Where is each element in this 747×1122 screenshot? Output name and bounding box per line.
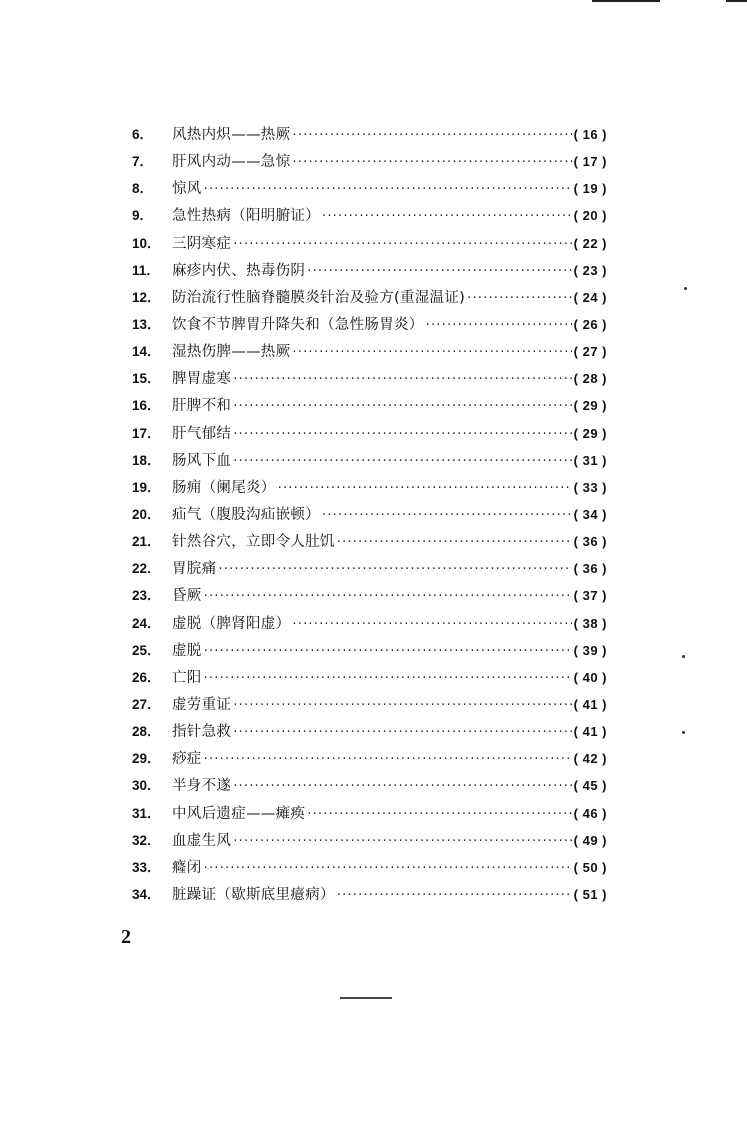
dot-leader (218, 556, 571, 582)
toc-entry (132, 392, 607, 419)
toc-entry (132, 854, 607, 881)
entry-title: 惊风 (172, 181, 202, 198)
page-number: 2 (121, 926, 131, 948)
toc-entry (132, 772, 607, 799)
toc-entry (132, 881, 607, 908)
toc-entry (132, 691, 607, 718)
dot-leader (233, 719, 571, 745)
entry-title: 饮食不节脾胃升降失和（急性肠胃炎） (172, 316, 424, 333)
dot-leader (292, 339, 571, 365)
entry-title: 痧症 (172, 751, 202, 768)
entry-page-ref: ( 42 ) (573, 751, 607, 767)
entry-number: 25． (132, 642, 161, 658)
entry-title: 指针急救 (172, 724, 232, 741)
entry-number: 29． (132, 751, 161, 767)
entry-title: 急性热病（阳明腑证） (172, 208, 320, 225)
toc-entry (132, 664, 607, 691)
entry-page-ref: ( 16 ) (573, 127, 607, 142)
entry-number: 15． (132, 371, 161, 387)
toc-entry (132, 175, 607, 202)
entry-number: 33． (132, 859, 161, 875)
entry-number: 24． (132, 615, 161, 631)
entry-page-ref: ( 41 ) (573, 724, 607, 740)
dot-leader (307, 801, 571, 827)
table-of-contents (132, 121, 607, 908)
dot-leader (204, 746, 572, 772)
entry-title: 虚脱 (172, 642, 202, 659)
entry-page-ref: ( 46 ) (573, 805, 607, 821)
toc-entry (132, 230, 607, 257)
dot-leader (233, 448, 571, 474)
toc-entry (132, 311, 607, 338)
toc-entry (132, 338, 607, 365)
entry-title: 血虚生风 (172, 832, 232, 849)
entry-title: 疝气（腹股沟疝嵌顿） (172, 506, 320, 523)
entry-page-ref: ( 41 ) (573, 696, 607, 712)
entry-number: 21． (132, 534, 161, 550)
entry-title: 针然谷穴，立即令人肚饥 (172, 534, 335, 551)
entry-title: 肝脾不和 (172, 398, 232, 415)
entry-title: 昏厥 (172, 588, 202, 605)
entry-number: 30． (132, 778, 161, 794)
entry-page-ref: ( 29 ) (573, 398, 607, 414)
entry-page-ref: ( 29 ) (573, 425, 607, 441)
print-smudge (340, 997, 392, 999)
entry-page-ref: ( 24 ) (573, 289, 607, 305)
dot-leader (233, 393, 571, 419)
entry-number: 32． (132, 832, 161, 848)
top-edge-mark (592, 0, 660, 2)
entry-number: 22． (132, 561, 161, 577)
toc-entry (132, 827, 607, 854)
entry-title: 湿热伤脾——热厥 (172, 344, 291, 361)
dot-leader (233, 231, 571, 257)
dot-leader (426, 312, 572, 338)
entry-page-ref: ( 26 ) (573, 316, 607, 332)
entry-number: 19． (132, 479, 161, 495)
entry-number: 16． (132, 398, 161, 414)
dot-leader (322, 502, 572, 528)
entry-page-ref: ( 31 ) (573, 452, 607, 468)
entry-title: 肝气郁结 (172, 425, 232, 442)
toc-entry (132, 202, 607, 229)
entry-page-ref: ( 36 ) (573, 534, 607, 550)
toc-entry (132, 745, 607, 772)
dot-leader (467, 285, 572, 311)
entry-page-ref: ( 38 ) (573, 615, 607, 631)
toc-entry (132, 447, 607, 474)
scan-speck (682, 655, 685, 658)
entry-number: 28． (132, 724, 161, 740)
entry-title: 半身不遂 (172, 778, 232, 795)
dot-leader (233, 366, 571, 392)
dot-leader (233, 421, 571, 447)
scan-speck (684, 287, 687, 290)
entry-page-ref: ( 40 ) (573, 669, 607, 685)
entry-number: 26． (132, 669, 161, 685)
entry-number: 18． (132, 452, 161, 468)
dot-leader (337, 882, 572, 908)
entry-number: 14． (132, 344, 161, 360)
dot-leader (204, 638, 572, 664)
entry-title: 中风后遗症——瘫痪 (172, 805, 306, 822)
entry-number: 9． (132, 208, 154, 224)
toc-entry (132, 257, 607, 284)
entry-title: 虚劳重证 (172, 696, 232, 713)
toc-entry (132, 148, 607, 175)
toc-entry (132, 284, 607, 311)
entry-title: 风热内炽——热厥 (172, 127, 291, 143)
entry-number: 17． (132, 425, 161, 441)
entry-page-ref: ( 33 ) (573, 479, 607, 495)
dot-leader (292, 122, 571, 148)
entry-title: 肠风下血 (172, 452, 232, 469)
entry-title: 癃闭 (172, 859, 202, 876)
entry-number: 20． (132, 506, 161, 522)
toc-entry (132, 501, 607, 528)
entry-title: 虚脱（脾肾阳虚） (172, 615, 291, 632)
entry-title: 亡阳 (172, 669, 202, 686)
entry-page-ref: ( 45 ) (573, 778, 607, 794)
entry-title: 肝风内动——急惊 (172, 154, 291, 171)
dot-leader (292, 611, 571, 637)
entry-number: 7． (132, 154, 154, 170)
toc-entry (132, 800, 607, 827)
dot-leader (204, 583, 572, 609)
entry-number: 8． (132, 181, 154, 197)
scan-speck (682, 731, 685, 734)
entry-page-ref: ( 50 ) (573, 859, 607, 875)
entry-number: 10． (132, 235, 161, 251)
entry-number: 6． (132, 127, 154, 142)
entry-title: 脾胃虚寒 (172, 371, 232, 388)
entry-title: 脏躁证（歇斯底里癔病） (172, 886, 335, 903)
toc-entry (132, 474, 607, 501)
entry-page-ref: ( 37 ) (573, 588, 607, 604)
toc-entry (132, 555, 607, 582)
top-edge-mark (726, 0, 747, 2)
toc-entry (132, 637, 607, 664)
dot-leader (307, 258, 571, 284)
dot-leader (233, 828, 571, 854)
entry-number: 13． (132, 316, 161, 332)
entry-title: 三阴寒症 (172, 235, 232, 252)
toc-entry (132, 420, 607, 447)
entry-number: 12． (132, 289, 161, 305)
toc-entry (132, 610, 607, 637)
dot-leader (322, 203, 572, 229)
toc-entry (132, 718, 607, 745)
dot-leader (233, 773, 571, 799)
entry-title: 防治流行性脑脊髓膜炎针治及验方(重湿温证) (172, 289, 466, 306)
entry-page-ref: ( 34 ) (573, 506, 607, 522)
entry-page-ref: ( 27 ) (573, 344, 607, 360)
dot-leader (204, 855, 572, 881)
dot-leader (233, 692, 571, 718)
toc-entry (132, 582, 607, 609)
toc-entry (132, 365, 607, 392)
entry-title: 肠痈（阑尾炎） (172, 479, 276, 496)
entry-page-ref: ( 49 ) (573, 832, 607, 848)
dot-leader (204, 176, 572, 202)
dot-leader (292, 149, 571, 175)
entry-page-ref: ( 51 ) (573, 886, 607, 902)
entry-number: 34． (132, 886, 161, 902)
entry-number: 11． (132, 262, 160, 278)
entry-page-ref: ( 28 ) (573, 371, 607, 387)
entry-number: 23． (132, 588, 161, 604)
entry-page-ref: ( 20 ) (573, 208, 607, 224)
entry-page-ref: ( 39 ) (573, 642, 607, 658)
dot-leader (278, 475, 572, 501)
entry-page-ref: ( 36 ) (573, 561, 607, 577)
toc-entry (132, 121, 607, 148)
entry-page-ref: ( 19 ) (573, 181, 607, 197)
entry-title: 麻疹内伏、热毒伤阴 (172, 262, 306, 279)
entry-page-ref: ( 22 ) (573, 235, 607, 251)
entry-number: 27． (132, 696, 161, 712)
entry-page-ref: ( 23 ) (573, 262, 607, 278)
entry-page-ref: ( 17 ) (573, 154, 607, 170)
entry-title: 胃脘痛 (172, 561, 217, 578)
entry-number: 31． (132, 805, 161, 821)
dot-leader (337, 529, 572, 555)
toc-entry (132, 528, 607, 555)
dot-leader (204, 665, 572, 691)
